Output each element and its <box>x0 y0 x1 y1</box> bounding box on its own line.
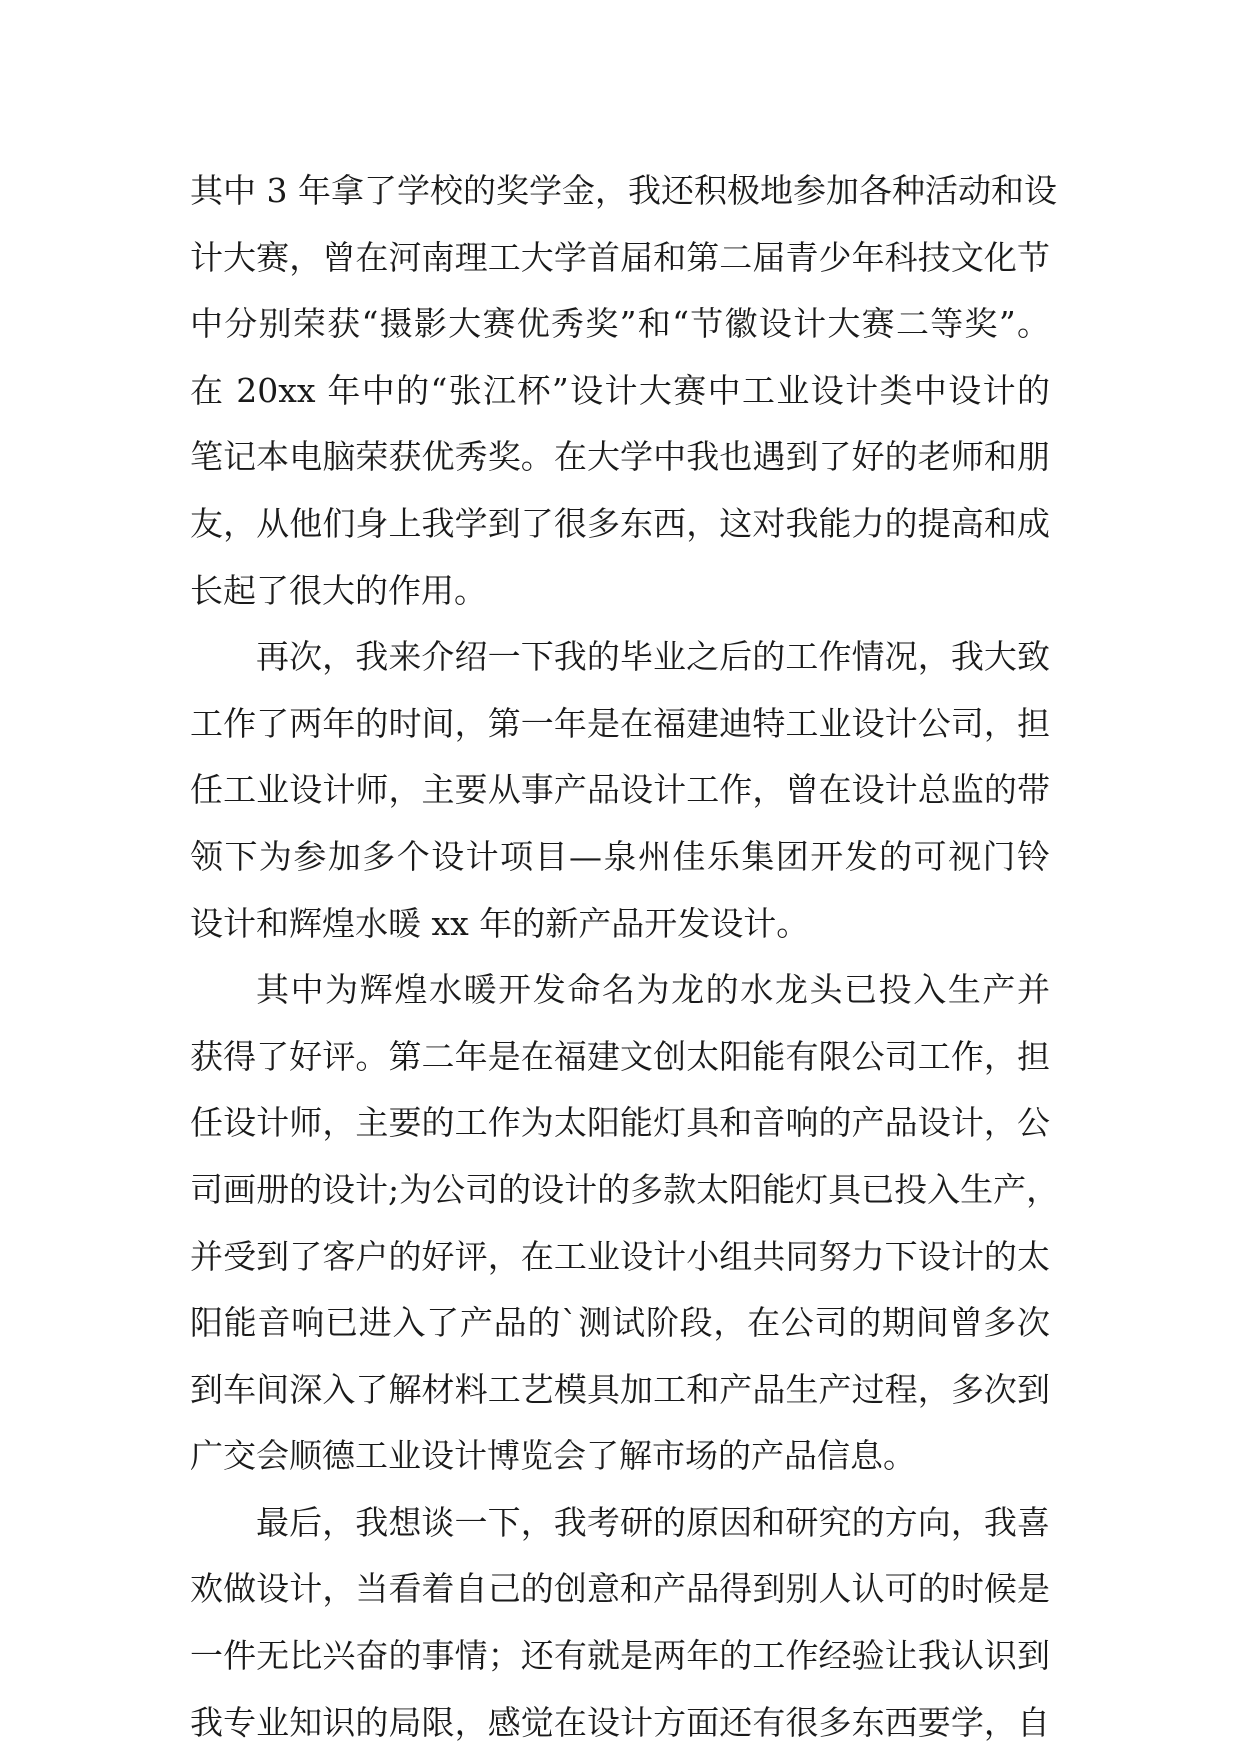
text-line: 计大赛，曾在河南理工大学首届和第二届青少年科技文化节 <box>190 237 1050 277</box>
text-line: 欢做设计，当看着自己的创意和产品得到别人认可的时候是 <box>190 1569 1050 1609</box>
text-line: 任设计师，主要的工作为太阳能灯具和音响的产品设计，公 <box>190 1103 1050 1143</box>
text-line: 到车间深入了解材料工艺模具加工和产品生产过程，多次到 <box>190 1369 1050 1409</box>
paragraph-first-line: 最后，我想谈一下，我考研的原因和研究的方向，我喜 <box>256 1502 1050 1542</box>
text-line: 其中 3 年拿了学校的奖学金，我还积极地参加各种活动和设 <box>190 171 1057 210</box>
text-line: 领下为参加多个设计项目—泉州佳乐集团开发的可视门铃 <box>190 836 1050 876</box>
text-line: 我专业知识的局限，感觉在设计方面还有很多东西要学，自 <box>190 1702 1050 1742</box>
text-line: 设计和辉煌水暖 xx 年的新产品开发设计。 <box>190 903 810 943</box>
body-text <box>190 158 1060 1756</box>
paragraph-first-line: 再次，我来介绍一下我的毕业之后的工作情况，我大致 <box>256 637 1050 677</box>
text-line: 中分别荣获“摄影大赛优秀奖”和“节徽设计大赛二等奖”。 <box>190 304 1050 344</box>
text-line: 任工业设计师，主要从事产品设计工作，曾在设计总监的带 <box>190 770 1050 810</box>
text-line: 司画册的设计;为公司的设计的多款太阳能灯具已投入生产， <box>190 1169 1060 1209</box>
text-line: 工作了两年的时间，第一年是在福建迪特工业设计公司，担 <box>190 703 1050 743</box>
text-line: 获得了好评。第二年是在福建文创太阳能有限公司工作，担 <box>190 1036 1050 1076</box>
text-line: 长起了很大的作用。 <box>190 570 487 610</box>
text-line: 在 20xx 年中的“张江杯”设计大赛中工业设计类中设计的 <box>190 370 1050 410</box>
text-line: 广交会顺德工业设计博览会了解市场的产品信息。 <box>190 1436 916 1476</box>
text-line: 友，从他们身上我学到了很多东西，这对我能力的提高和成 <box>190 503 1050 543</box>
paragraph-first-line: 其中为辉煌水暖开发命名为龙的水龙头已投入生产并 <box>256 970 1050 1010</box>
text-line: 阳能音响已进入了产品的`测试阶段，在公司的期间曾多次 <box>190 1303 1050 1343</box>
text-line: 一件无比兴奋的事情；还有就是两年的工作经验让我认识到 <box>190 1636 1050 1676</box>
text-line: 并受到了客户的好评，在工业设计小组共同努力下设计的太 <box>190 1236 1050 1276</box>
text-line: 笔记本电脑荣获优秀奖。在大学中我也遇到了好的老师和朋 <box>190 437 1050 477</box>
